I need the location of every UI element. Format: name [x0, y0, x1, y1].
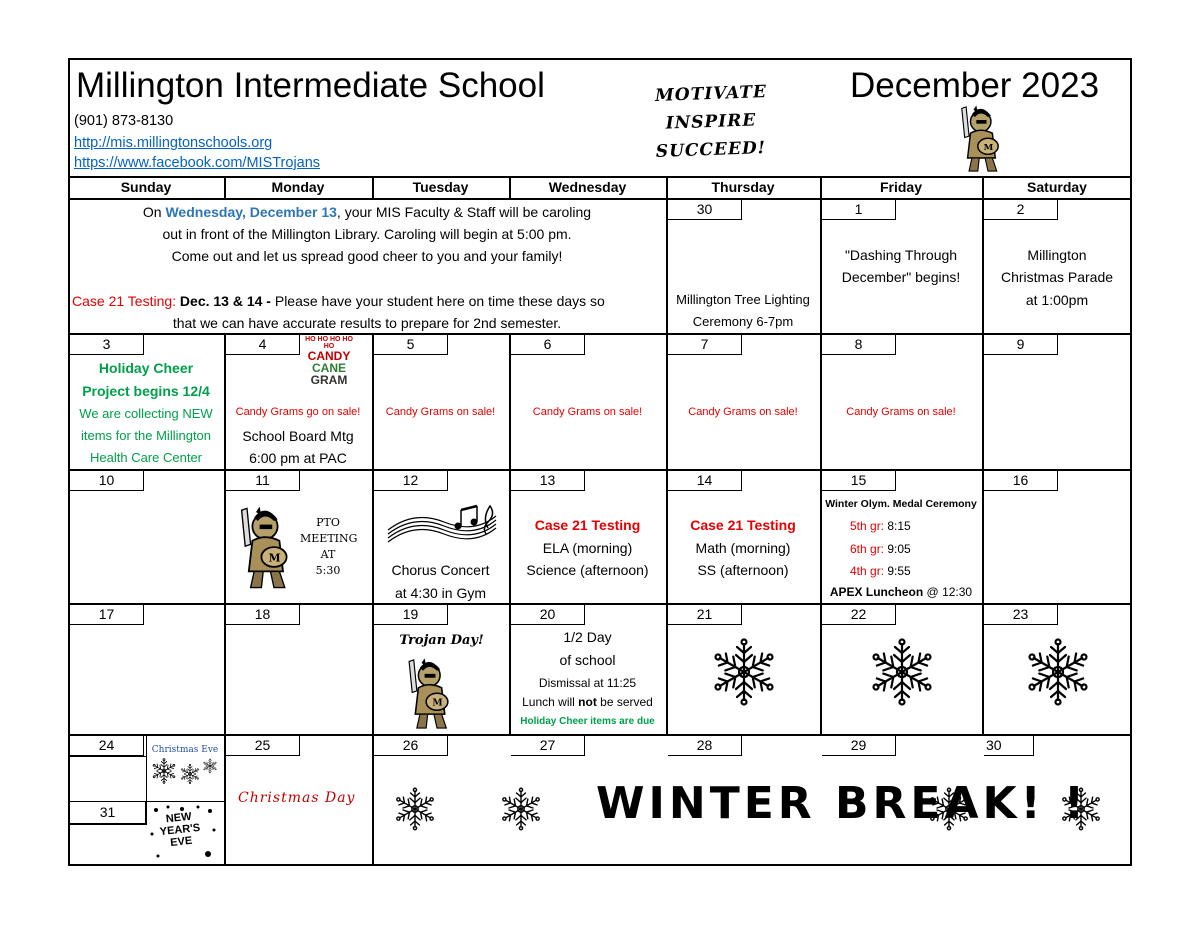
day-number: 19 — [374, 604, 448, 625]
motto-line-1: MOTIVATE — [654, 82, 768, 106]
grid-line — [146, 735, 147, 802]
medal-ceremony-4th — [850, 564, 911, 578]
case21-testing-text: ELA (morning) — [542, 540, 633, 556]
school-board-text: 6:00 pm at PAC — [249, 450, 347, 466]
grade-time: 8:15 — [884, 519, 911, 533]
candy-grams-sale-text: Candy Grams on sale! — [385, 406, 496, 418]
winter-break-banner: WINTER BREAK! ! — [596, 778, 1089, 829]
holiday-cheer-due-text: Holiday Cheer items are due — [520, 716, 655, 727]
day-number: 20 — [511, 604, 585, 625]
christmas-eve-snowflakes-icon — [150, 756, 220, 786]
holiday-cheer-text: Health Care Center — [90, 450, 202, 465]
dismissal-text: Dismissal at 11:25 — [538, 676, 637, 690]
holiday-cheer-title: Project begins 12/4 — [82, 383, 210, 399]
day-number: 22 — [822, 604, 896, 625]
day-number: 12 — [374, 470, 448, 491]
day-number: 23 — [984, 604, 1058, 625]
announcement-text: On — [142, 204, 166, 220]
candy-grams-sale-text: Candy Grams go on sale! — [235, 406, 361, 418]
announcement-text: , your MIS Faculty & Staff will be caroling — [336, 204, 592, 220]
candy-word: CANE — [311, 361, 346, 375]
snowflake-icon — [866, 636, 938, 708]
day-number: 18 — [226, 604, 300, 625]
testing-announcement — [72, 293, 605, 309]
half-day-text: 1/2 Day — [563, 629, 612, 645]
day-number: 13 — [511, 470, 585, 491]
grade-label: 4th gr: — [850, 564, 885, 578]
day-number: 14 — [668, 470, 742, 491]
day-number: 27 — [511, 735, 585, 756]
day-number: 1 — [822, 199, 896, 220]
caroling-announcement-line-2: out in front of the Millington Library. Caroling will begin at 5:00 pm. — [162, 226, 572, 242]
phone-number: (901) 873-8130 — [74, 113, 174, 129]
christmas-parade-text: at 1:00pm — [1025, 292, 1089, 308]
holiday-cheer-text: We are collecting NEW — [79, 406, 213, 421]
nye-word: YEAR'S — [159, 821, 201, 839]
day-number: 30 — [668, 199, 742, 220]
pto-line: PTO — [316, 516, 340, 529]
chorus-concert-text: at 4:30 in Gym — [394, 585, 487, 601]
dashing-through-text: "Dashing Through — [844, 247, 958, 263]
trojan-mascot-day-icon — [406, 655, 468, 733]
grid-line — [982, 333, 984, 735]
lunch-text-part: Lunch will — [522, 695, 579, 709]
day-number: 11 — [226, 470, 300, 491]
grid-line — [509, 333, 511, 735]
apex-label: APEX Luncheon — [829, 585, 924, 599]
pto-line: 5:30 — [315, 564, 341, 577]
pto-meeting-text — [300, 515, 356, 579]
announcement-date: Wednesday, December 13 — [165, 204, 337, 220]
medal-ceremony-5th — [850, 519, 911, 533]
month-year: December 2023 — [850, 66, 1100, 105]
snowflake-icon — [708, 636, 780, 708]
grade-label: 5th gr: — [850, 519, 885, 533]
new-years-eve-logo — [148, 809, 211, 851]
grade-label: 6th gr: — [850, 542, 885, 556]
day-number: 24 — [70, 735, 144, 756]
christmas-day-text: Christmas Day — [238, 790, 356, 806]
christmas-parade-text: Christmas Parade — [1000, 269, 1114, 285]
holiday-cheer-text: items for the Millington — [80, 428, 212, 443]
grid-line — [820, 333, 822, 735]
day-number: 4 — [226, 334, 300, 355]
day-number: 26 — [374, 735, 448, 756]
grade-time: 9:55 — [884, 564, 911, 578]
christmas-parade-text: Millington — [1027, 247, 1087, 263]
trojan-day-text: Trojan Day! — [399, 633, 484, 648]
day-number: 30 — [984, 735, 1034, 756]
snowflake-icon — [392, 786, 438, 832]
case21-testing-title: Case 21 Testing — [690, 517, 796, 533]
medal-ceremony-6th — [850, 542, 911, 556]
candy-hohoho: HO HO HO HO HO — [305, 336, 353, 350]
day-number: 8 — [822, 334, 896, 355]
nye-word: EVE — [169, 834, 193, 850]
dashing-through-text: December" begins! — [841, 269, 961, 285]
day-number: 3 — [70, 334, 144, 355]
day-number: 15 — [822, 470, 896, 491]
day-number: 29 — [822, 735, 896, 756]
half-day-text: of school — [559, 652, 616, 668]
snowflake-icon — [1022, 636, 1094, 708]
grid-line — [68, 824, 147, 825]
tree-lighting-text: Ceremony 6-7pm — [692, 314, 794, 329]
apex-time: @ 12:30 — [923, 585, 973, 599]
nye-word: NEW — [165, 810, 193, 826]
tree-lighting-text: Millington Tree Lighting — [676, 292, 810, 307]
facebook-link[interactable]: https://www.facebook.com/MISTrojans — [74, 155, 321, 171]
candy-grams-sale-text: Candy Grams on sale! — [532, 406, 643, 418]
day-number: 10 — [70, 470, 144, 491]
grid-line — [666, 333, 668, 735]
snowflake-icon — [498, 786, 544, 832]
music-notes-icon — [384, 500, 500, 550]
day-number: 5 — [374, 334, 448, 355]
testing-announcement-line-2: that we can have accurate results to prepare for 2nd semester. — [172, 315, 562, 331]
pto-line: AT — [320, 548, 336, 561]
lunch-text — [509, 695, 666, 709]
case21-testing-text: Math (morning) — [695, 540, 791, 556]
candy-grams-sale-text: Candy Grams on sale! — [688, 406, 798, 418]
case21-testing-text: SS (afternoon) — [697, 562, 789, 578]
motto-line-2: INSPIRE — [665, 110, 757, 134]
weekday-tuesday: Tuesday — [412, 179, 469, 195]
pto-line: MEETING — [300, 532, 358, 545]
holiday-cheer-title: Holiday Cheer — [98, 360, 194, 376]
testing-dates: Dec. 13 & 14 - — [176, 293, 271, 309]
case21-testing-text: Science (afternoon) — [526, 562, 649, 578]
weekday-thursday: Thursday — [711, 179, 775, 195]
weekday-wednesday: Wednesday — [548, 179, 627, 195]
school-board-text: School Board Mtg — [242, 428, 354, 444]
motto-line-3: SUCCEED! — [655, 138, 767, 162]
weekday-friday: Friday — [879, 179, 922, 195]
medal-ceremony-title: Winter Olym. Medal Ceremony — [825, 498, 977, 510]
chorus-concert-text: Chorus Concert — [391, 562, 490, 578]
apex-luncheon-text — [820, 585, 982, 599]
day-number: 16 — [984, 470, 1058, 491]
case21-testing-title: Case 21 Testing — [534, 517, 641, 533]
school-name: Millington Intermediate School — [76, 66, 545, 105]
christmas-eve-text: Christmas Eve — [151, 745, 219, 755]
grid-line — [68, 176, 1132, 178]
lunch-not: not — [578, 695, 597, 709]
day-number: 21 — [668, 604, 742, 625]
testing-label: Case 21 Testing: — [72, 293, 177, 309]
lunch-text-part: be served — [596, 695, 653, 709]
day-number: 2 — [984, 199, 1058, 220]
day-number: 31 — [70, 802, 146, 824]
day-number: 17 — [70, 604, 144, 625]
trojan-mascot-header-icon — [948, 104, 1028, 174]
weekday-monday: Monday — [271, 179, 325, 195]
candy-word: GRAM — [310, 373, 348, 387]
grid-line — [68, 198, 1132, 200]
caroling-announcement-line-1 — [68, 204, 666, 220]
candy-cane-gram-logo — [304, 336, 354, 386]
day-number: 9 — [984, 334, 1058, 355]
day-number: 7 — [668, 334, 742, 355]
caroling-announcement-line-3: Come out and let us spread good cheer to you and your family! — [171, 248, 563, 264]
weekday-saturday: Saturday — [1027, 179, 1087, 195]
candy-word: CANDY — [307, 349, 351, 363]
weekday-sunday: Sunday — [120, 179, 172, 195]
testing-text: Please have your student here on time these days so — [270, 293, 605, 309]
day-number: 28 — [668, 735, 742, 756]
grade-time: 9:05 — [884, 542, 911, 556]
candy-grams-sale-text: Candy Grams on sale! — [846, 406, 956, 418]
website-link[interactable]: http://mis.millingtonschools.org — [74, 135, 273, 151]
grid-line — [68, 756, 146, 757]
day-number: 25 — [226, 735, 300, 756]
day-number: 6 — [511, 334, 585, 355]
grid-line — [146, 802, 147, 824]
